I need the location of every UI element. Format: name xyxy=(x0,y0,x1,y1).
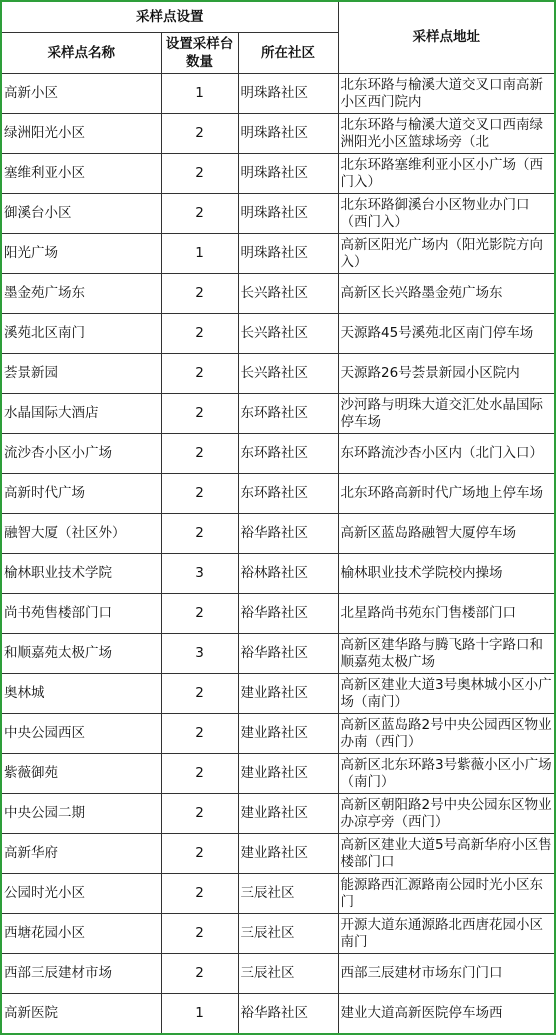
cell-station-count[interactable]: 2 xyxy=(161,474,238,514)
cell-station-count[interactable]: 3 xyxy=(161,634,238,674)
cell-station-count[interactable]: 2 xyxy=(161,434,238,474)
cell-community[interactable]: 建业路社区 xyxy=(238,794,338,834)
table-row xyxy=(1,834,555,874)
cell-station-count[interactable]: 2 xyxy=(161,714,238,754)
cell-address[interactable]: 北东环路高新时代广场地上停车场 xyxy=(338,474,555,514)
cell-sampling-point-name[interactable]: 榆林职业技术学院 xyxy=(1,554,161,594)
cell-community[interactable]: 明珠路社区 xyxy=(238,234,338,274)
cell-community[interactable]: 长兴路社区 xyxy=(238,314,338,354)
cell-community[interactable]: 长兴路社区 xyxy=(238,274,338,314)
cell-sampling-point-name[interactable]: 奥林城 xyxy=(1,674,161,714)
cell-community[interactable]: 长兴路社区 xyxy=(238,354,338,394)
cell-address[interactable]: 东环路流沙杏小区内（北门入口） xyxy=(338,434,555,474)
cell-station-count[interactable]: 2 xyxy=(161,834,238,874)
cell-community[interactable]: 三辰社区 xyxy=(238,914,338,954)
cell-address[interactable]: 高新区建业大道5号高新华府小区售楼部门口 xyxy=(338,834,555,874)
cell-station-count[interactable]: 2 xyxy=(161,154,238,194)
cell-community[interactable]: 东环路社区 xyxy=(238,394,338,434)
column-header-count: 设置采样台数量 xyxy=(161,33,238,74)
cell-station-count[interactable]: 1 xyxy=(161,234,238,274)
table-row xyxy=(1,634,555,674)
column-header-community: 所在社区 xyxy=(238,33,338,74)
cell-station-count[interactable]: 3 xyxy=(161,554,238,594)
cell-community[interactable]: 裕华路社区 xyxy=(238,514,338,554)
cell-address[interactable]: 沙河路与明珠大道交汇处水晶国际停车场 xyxy=(338,394,555,434)
cell-sampling-point-name[interactable]: 塞维利亚小区 xyxy=(1,154,161,194)
table-row xyxy=(1,154,555,194)
table-row xyxy=(1,554,555,594)
cell-address[interactable]: 天源路26号荟景新园小区院内 xyxy=(338,354,555,394)
cell-station-count[interactable]: 2 xyxy=(161,874,238,914)
table-row xyxy=(1,594,555,634)
cell-sampling-point-name[interactable]: 中央公园二期 xyxy=(1,794,161,834)
table-row xyxy=(1,514,555,554)
cell-community[interactable]: 裕华路社区 xyxy=(238,994,338,1035)
table-row xyxy=(1,314,555,354)
table-row xyxy=(1,194,555,234)
cell-station-count[interactable]: 2 xyxy=(161,514,238,554)
table-row xyxy=(1,794,555,834)
cell-community[interactable]: 明珠路社区 xyxy=(238,194,338,234)
cell-community[interactable]: 东环路社区 xyxy=(238,434,338,474)
cell-sampling-point-name[interactable]: 高新医院 xyxy=(1,994,161,1035)
cell-address[interactable]: 高新区朝阳路2号中央公园东区物业办凉亭旁（西门） xyxy=(338,794,555,834)
table-row xyxy=(1,714,555,754)
table-row xyxy=(1,754,555,794)
cell-sampling-point-name[interactable]: 高新时代广场 xyxy=(1,474,161,514)
cell-community[interactable]: 明珠路社区 xyxy=(238,114,338,154)
cell-station-count[interactable]: 2 xyxy=(161,754,238,794)
cell-address[interactable]: 高新区建业大道3号奥林城小区小广场（南门） xyxy=(338,674,555,714)
cell-community[interactable]: 裕华路社区 xyxy=(238,594,338,634)
cell-sampling-point-name[interactable]: 和顺嘉苑太极广场 xyxy=(1,634,161,674)
table-row xyxy=(1,914,555,954)
cell-address[interactable]: 高新区长兴路墨金苑广场东 xyxy=(338,274,555,314)
cell-community[interactable]: 裕林路社区 xyxy=(238,554,338,594)
cell-sampling-point-name[interactable]: 紫薇御苑 xyxy=(1,754,161,794)
table-row xyxy=(1,474,555,514)
cell-station-count[interactable]: 2 xyxy=(161,194,238,234)
cell-station-count[interactable]: 1 xyxy=(161,994,238,1035)
cell-community[interactable]: 明珠路社区 xyxy=(238,154,338,194)
cell-station-count[interactable]: 2 xyxy=(161,594,238,634)
cell-address[interactable]: 高新区建华路与腾飞路十字路口和顺嘉苑太极广场 xyxy=(338,634,555,674)
cell-sampling-point-name[interactable]: 公园时光小区 xyxy=(1,874,161,914)
cell-sampling-point-name[interactable]: 荟景新园 xyxy=(1,354,161,394)
table-row xyxy=(1,994,555,1035)
cell-address[interactable]: 高新区蓝岛路融智大厦停车场 xyxy=(338,514,555,554)
table-header xyxy=(1,1,555,74)
cell-community[interactable]: 东环路社区 xyxy=(238,474,338,514)
cell-community[interactable]: 建业路社区 xyxy=(238,674,338,714)
cell-station-count[interactable]: 2 xyxy=(161,914,238,954)
table-row xyxy=(1,674,555,714)
cell-station-count[interactable]: 2 xyxy=(161,674,238,714)
cell-community[interactable]: 建业路社区 xyxy=(238,754,338,794)
table-row xyxy=(1,114,555,154)
cell-community[interactable]: 三辰社区 xyxy=(238,874,338,914)
table-row xyxy=(1,354,555,394)
cell-sampling-point-name[interactable]: 中央公园西区 xyxy=(1,714,161,754)
cell-address[interactable]: 天源路45号溪苑北区南门停车场 xyxy=(338,314,555,354)
cell-station-count[interactable]: 2 xyxy=(161,954,238,994)
cell-sampling-point-name[interactable]: 水晶国际大酒店 xyxy=(1,394,161,434)
cell-address[interactable]: 开源大道东通源路北西唐花园小区南门 xyxy=(338,914,555,954)
column-header-address: 采样点地址 xyxy=(338,1,555,74)
column-header-name: 采样点名称 xyxy=(1,33,161,74)
cell-address[interactable]: 北东环路与榆溪大道交叉口西南绿洲阳光小区篮球场旁（北 xyxy=(338,114,555,154)
table-row xyxy=(1,954,555,994)
cell-sampling-point-name[interactable]: 高新小区 xyxy=(1,74,161,114)
cell-community[interactable]: 裕华路社区 xyxy=(238,634,338,674)
cell-sampling-point-name[interactable]: 绿洲阳光小区 xyxy=(1,114,161,154)
cell-sampling-point-name[interactable]: 高新华府 xyxy=(1,834,161,874)
cell-station-count[interactable]: 2 xyxy=(161,274,238,314)
cell-station-count[interactable]: 2 xyxy=(161,314,238,354)
cell-sampling-point-name[interactable]: 西部三辰建材市场 xyxy=(1,954,161,994)
group-header-sampling-setup: 采样点设置 xyxy=(1,1,338,33)
cell-sampling-point-name[interactable]: 尚书苑售楼部门口 xyxy=(1,594,161,634)
table-row xyxy=(1,874,555,914)
cell-sampling-point-name[interactable]: 流沙杏小区小广场 xyxy=(1,434,161,474)
cell-address[interactable]: 北东环路御溪台小区物业办门口（西门入） xyxy=(338,194,555,234)
cell-sampling-point-name[interactable]: 融智大厦（社区外） xyxy=(1,514,161,554)
cell-address[interactable]: 高新区阳光广场内（阳光影院方向入） xyxy=(338,234,555,274)
cell-address[interactable]: 能源路西汇源路南公园时光小区东门 xyxy=(338,874,555,914)
cell-address[interactable]: 榆林职业技术学院校内操场 xyxy=(338,554,555,594)
cell-community[interactable]: 明珠路社区 xyxy=(238,74,338,114)
cell-station-count[interactable]: 2 xyxy=(161,794,238,834)
table-row xyxy=(1,274,555,314)
cell-sampling-point-name[interactable]: 墨金苑广场东 xyxy=(1,274,161,314)
table-row xyxy=(1,394,555,434)
table-row xyxy=(1,434,555,474)
cell-address[interactable]: 北星路尚书苑东门售楼部门口 xyxy=(338,594,555,634)
cell-address[interactable]: 建业大道高新医院停车场西 xyxy=(338,994,555,1035)
cell-station-count[interactable]: 2 xyxy=(161,114,238,154)
cell-address[interactable]: 北东环路塞维利亚小区小广场（西门入） xyxy=(338,154,555,194)
cell-station-count[interactable]: 1 xyxy=(161,74,238,114)
table-row xyxy=(1,234,555,274)
cell-address[interactable]: 高新区北东环路3号紫薇小区小广场（南门） xyxy=(338,754,555,794)
table-body xyxy=(1,74,555,1035)
cell-address[interactable]: 北东环路与榆溪大道交叉口南高新小区西门院内 xyxy=(338,74,555,114)
cell-address[interactable]: 西部三辰建材市场东门门口 xyxy=(338,954,555,994)
cell-community[interactable]: 建业路社区 xyxy=(238,714,338,754)
cell-sampling-point-name[interactable]: 溪苑北区南门 xyxy=(1,314,161,354)
cell-sampling-point-name[interactable]: 御溪台小区 xyxy=(1,194,161,234)
cell-station-count[interactable]: 2 xyxy=(161,354,238,394)
cell-community[interactable]: 三辰社区 xyxy=(238,954,338,994)
cell-sampling-point-name[interactable]: 阳光广场 xyxy=(1,234,161,274)
cell-station-count[interactable]: 2 xyxy=(161,394,238,434)
table-row xyxy=(1,74,555,114)
cell-community[interactable]: 建业路社区 xyxy=(238,834,338,874)
cell-sampling-point-name[interactable]: 西塘花园小区 xyxy=(1,914,161,954)
cell-address[interactable]: 高新区蓝岛路2号中央公园西区物业办南（西门） xyxy=(338,714,555,754)
